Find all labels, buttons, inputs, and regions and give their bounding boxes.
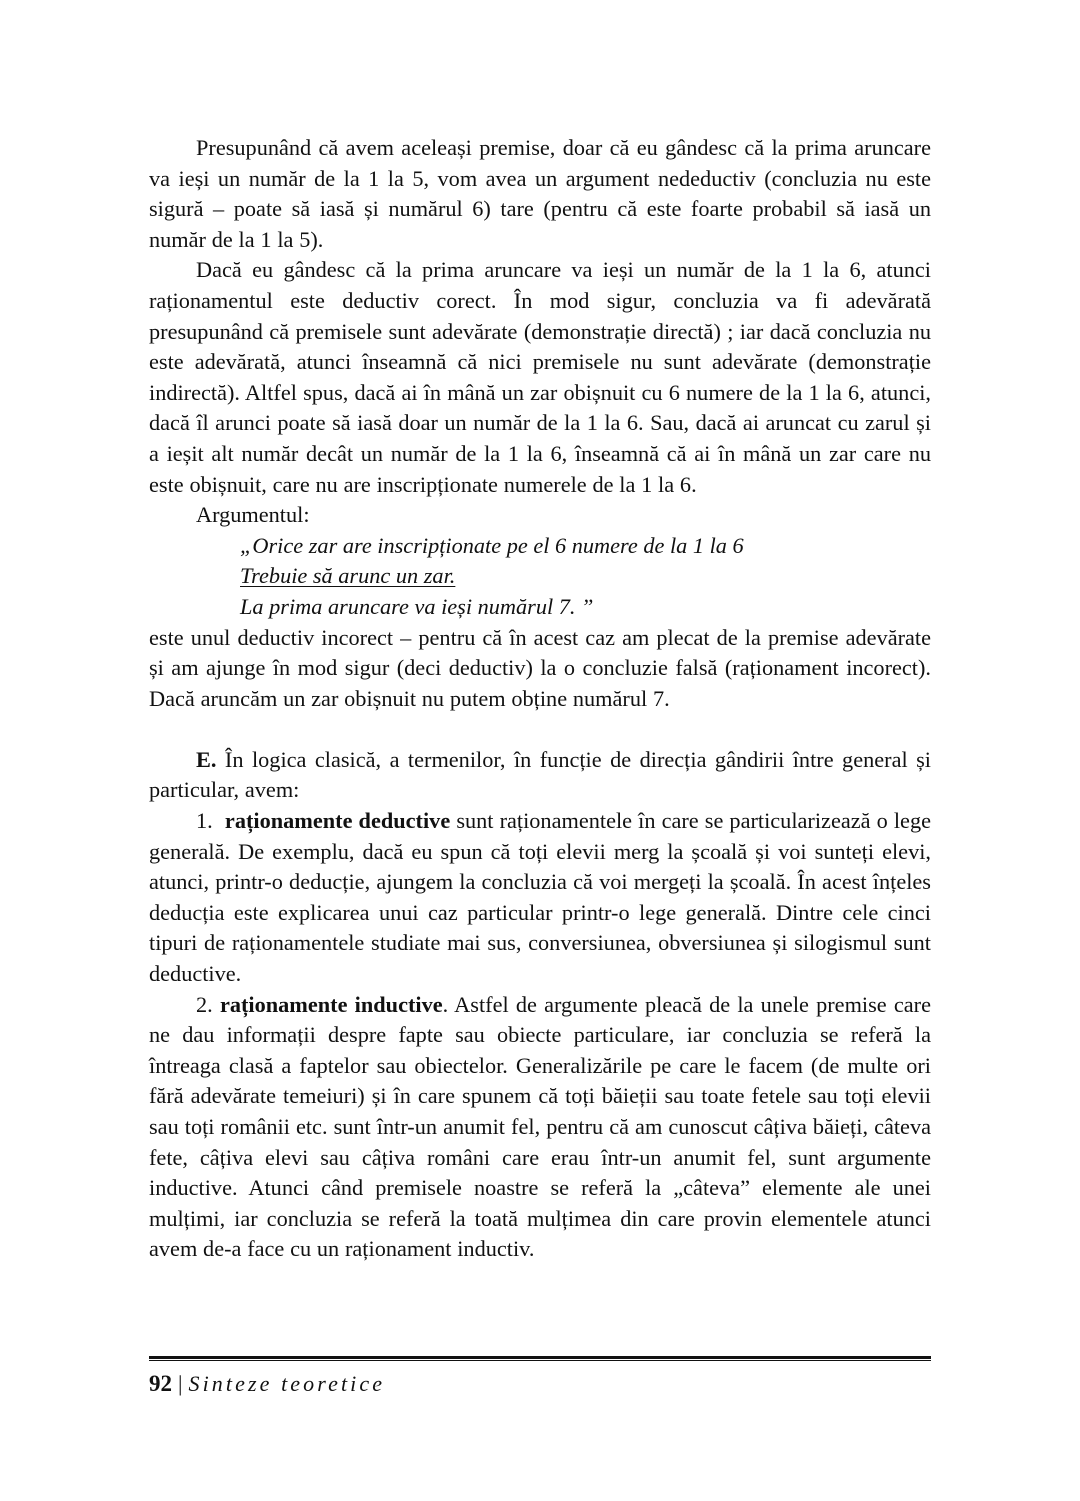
paragraph-este-unul-deductiv-incorect: este unul deductiv incorect – pentru că în acest caz am plecat de la premise adevărate și am ajunge în mod sigur (deci deductiv) la o concluzie falsă (raționament incorect). Dacă aruncăm un zar obișnuit nu putem obține numărul 7. <box>149 624 931 711</box>
quote-line-premise-2-text: Trebuie să arunc un zar. <box>240 563 456 589</box>
section-e-text: În logica clasică, a termenilor, în funcție de direcția gândirii între general și particular, avem: <box>149 746 931 803</box>
list-item-2-rationamente-inductive <box>149 990 931 1265</box>
list-item-2-term: raționamente inductive <box>219 991 443 1017</box>
list-item-1-number: 1. <box>196 808 213 834</box>
footer-separator: | <box>178 1371 183 1396</box>
quote-line-premise-2 <box>149 561 931 592</box>
quote-line-premise-1: „Orice zar are inscripționate pe el 6 numere de la 1 la 6 <box>240 532 744 558</box>
page-footer <box>149 1356 931 1398</box>
quote-line-conclusion: La prima aruncare va ieși numărul 7. ” <box>240 593 594 619</box>
paragraph-argumentul-label: Argumentul: <box>196 502 310 528</box>
footer-section-title: Sinteze teoretice <box>188 1371 386 1396</box>
list-item-1-text: sunt raționamentele în care se particularizează o lege generală. De exemplu, dacă eu spun că toți elevii merg la școală și voi sunteți elevi, atunci, printr-o deducție, ajungem la concluzia că voi mergeți la școală. În acest înțeles deducția este explicarea unui caz particular printr-o lege generală. Dintre cele cinci tipuri de raționamentele studiate mai sus, conversiunea, obversiunea și silogismul sunt deductive. <box>149 808 931 987</box>
footer-page-number: 92 <box>149 1371 172 1396</box>
paragraph-section-e <box>149 745 931 806</box>
argument-quote-block <box>149 531 931 623</box>
footer-content <box>149 1370 931 1398</box>
list-item-2-number: 2. <box>196 991 213 1017</box>
list-item-1-term: raționamente deductive <box>224 808 451 834</box>
paragraph-daca-eu-gandesc: Dacă eu gândesc că la prima aruncare va ieși un număr de la 1 la 6, atunci raționamentul este deductiv corect. În mod sigur, concluzia va fi adevărată presupunând că premisele sunt adevărate (demonstrație directă) ; iar dacă concluzia nu este adevărată, atunci înseamnă că nici premisele nu sunt adevărate (demonstrație indirectă). Altfel spus, dacă ai în mână un zar obișnuit cu 6 numere de la 1 la 6, atunci, dacă îl arunci poate să iasă doar un număr de la 1 la 6. Sau, dacă ai aruncat cu zarul și a ieșit alt număr decât un număr de la 1 la 6, înseamnă că ai în mână un zar care nu este obișnuit, care nu are inscripționate numerele de la 1 la 6. <box>149 257 931 497</box>
list-item-1-rationamente-deductive <box>149 806 931 990</box>
page-content <box>149 133 931 1265</box>
list-item-2-text: . Astfel de argumente pleacă de la unele premise care ne dau informații despre fapte sau obiecte particulare, iar concluzia se referă la întreaga clasă a faptelor sau obiectelor. Generalizările pe care le facem (de multe ori fără adevărate temeiuri) și în care spunem că toți băieții sau toate fetele sau toți elevii sau toți românii etc. sunt într-un anumit fel, pentru că am cunoscut câțiva băieți, câteva fete, câțiva elevi sau câțiva români care erau într-un anumit fel, sunt argumente inductive. Atunci când premisele noastre se referă la „câteva” elemente ale unei mulțimi, iar concluzia se referă la toată mulțimea din care provin elementele atunci avem de-a face cu un raționament inductiv. <box>149 991 931 1262</box>
section-e-marker: E. <box>196 746 217 772</box>
paragraph-presupunand: Presupunând că avem aceleași premise, doar că eu gândesc că la prima aruncare va ieși un număr de la 1 la 5, vom avea un argument nedeductiv (concluzia nu este sigură – poate să iasă și numărul 6) tare (pentru că este foarte probabil să iasă un număr de la 1 la 5). <box>149 135 931 252</box>
footer-divider <box>149 1356 931 1361</box>
